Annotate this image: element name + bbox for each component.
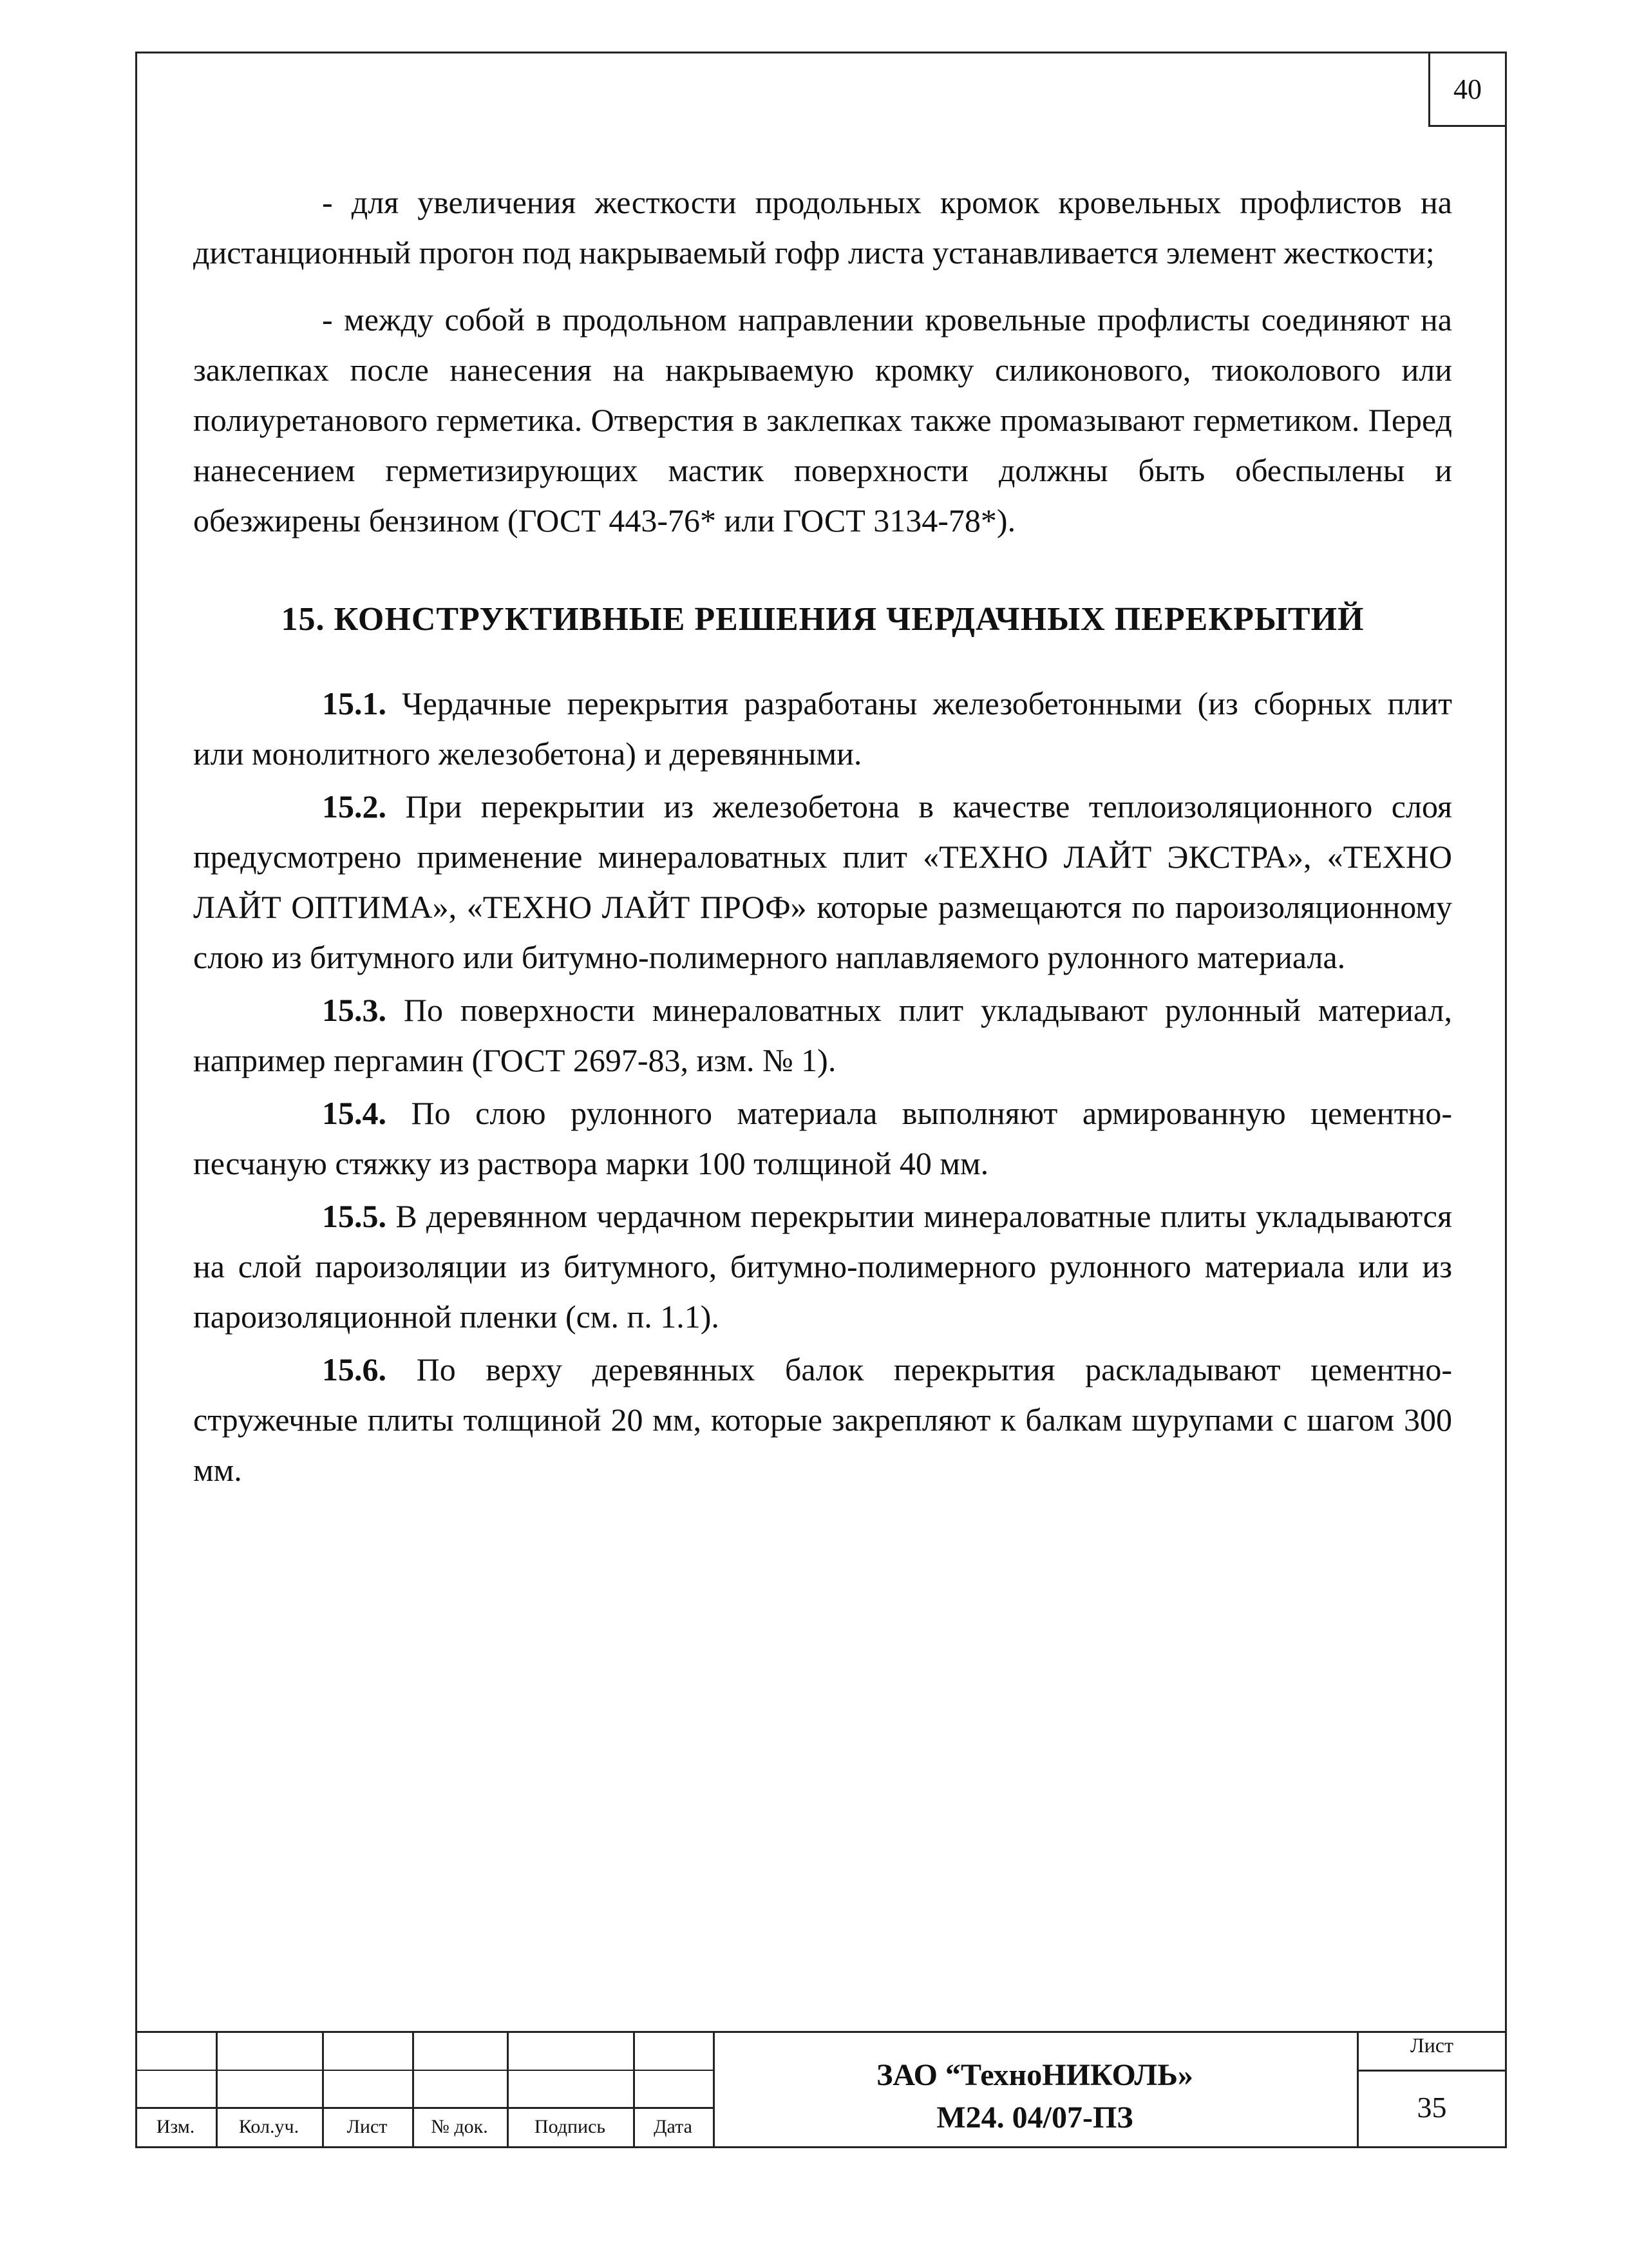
item-15-3 (193, 985, 1452, 1085)
item-text: По слою рулонного материала выполняют армированную цементно-песчаную стяжку из раствора марки 100 толщиной 40 мм. (193, 1095, 1452, 1181)
document-body (193, 177, 1452, 1495)
item-text: По поверхности минераловатных плит укладывают рулонный материал, например пергамин (ГОСТ 2697-83, изм. № 1). (193, 992, 1452, 1078)
grid-line (1357, 2070, 1507, 2072)
document-code: М24. 04/07-ПЗ (936, 2101, 1133, 2135)
item-number: 15.2. (322, 788, 386, 824)
item-number: 15.1. (322, 685, 386, 721)
item-15-5 (193, 1191, 1452, 1342)
title-block-border (135, 2031, 1507, 2033)
paragraph: - между собой в продольном направлении кровельные профлисты соединяют на заклепках после нанесения на накрываемую кромку силиконового, тиоколового или полиуретанового герметика. Отверстия в заклепках также промазывают герметиком. Перед нанесением герметизирующих мастик поверхности должны быть обеспылены и обезжирены бензином (ГОСТ 443-76* или ГОСТ 3134-78*). (193, 301, 1452, 538)
company-block (713, 2054, 1357, 2139)
col-label-kol-uch: Кол.уч. (238, 2116, 299, 2137)
item-number: 15.6. (322, 1351, 386, 1387)
col-label-date: Дата (654, 2116, 692, 2137)
col-label-izm: Изм. (156, 2116, 195, 2137)
item-number: 15.4. (322, 1095, 386, 1131)
col-label-signature: Подпись (534, 2116, 606, 2137)
item-text: Чердачные перекрытия разработаны железобетонными (из сборных плит или монолитного железобетона) и деревянными. (193, 685, 1452, 772)
grid-line (135, 2107, 713, 2109)
item-15-6 (193, 1344, 1452, 1495)
item-text: При перекрытии из железобетона в качестве теплоизоляционного слоя предусмотрено применение минераловатных плит «ТЕХНО ЛАЙТ ЭКСТРА», «ТЕХНО ЛАЙТ ОПТИМА», «ТЕХНО ЛАЙТ ПРОФ» которые размещаются по пароизоляционному слою из битумного или битумно-полимерного наплавляемого рулонного материала. (193, 788, 1452, 975)
page-corner-number: 40 (1428, 52, 1507, 127)
item-15-1 (193, 678, 1452, 779)
section-heading: 15. КОНСТРУКТИВНЫЕ РЕШЕНИЯ ЧЕРДАЧНЫХ ПЕРЕКРЫТИЙ (281, 601, 1365, 638)
col-label-doc-num: № док. (431, 2116, 488, 2137)
title-block (135, 2031, 1507, 2148)
col-label-list: Лист (346, 2116, 388, 2137)
sheet-label: Лист (1410, 2034, 1453, 2057)
company-name: ЗАО “ТехноНИКОЛЬ» (876, 2058, 1193, 2092)
item-number: 15.5. (322, 1198, 386, 1234)
paragraph: - для увеличения жесткости продольных кромок кровельных профлистов на дистанционный прогон под накрываемый гофр листа устанавливается элемент жесткости; (193, 184, 1452, 271)
sheet-number: 35 (1417, 2091, 1447, 2124)
item-15-4 (193, 1088, 1452, 1188)
item-text: В деревянном чердачном перекрытии минераловатные плиты укладываются на слой пароизоляции из битумного, битумно-полимерного рулонного материала или из пароизоляционной пленки (см. п. 1.1). (193, 1198, 1452, 1335)
grid-line (135, 2070, 713, 2071)
item-15-2 (193, 781, 1452, 982)
item-text: По верху деревянных балок перекрытия раскладывают цементно-стружечные плиты толщиной 20 мм, которые закрепляют к балкам шурупами с шагом 300 мм. (193, 1351, 1452, 1488)
item-number: 15.3. (322, 992, 386, 1028)
